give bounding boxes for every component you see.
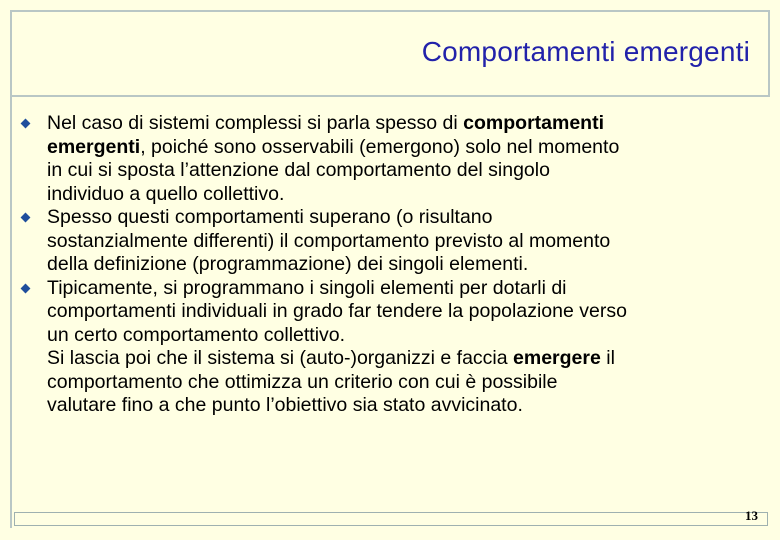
text-run: Si lascia poi che il sistema si (auto-)organizzi e faccia: [47, 347, 514, 369]
title-divider: [10, 95, 770, 97]
bold-term: emergere: [513, 347, 601, 369]
frame-top-line: [10, 10, 770, 12]
bullet-item-1: [22, 112, 764, 206]
bullet-item-2: [22, 206, 764, 277]
slide-title: Comportamenti emergenti: [421, 36, 750, 67]
text-line: sostanzialmente differenti) il comportamento previsto al momento: [47, 229, 611, 252]
bullet-item-3: [22, 277, 764, 418]
text-line: Spesso questi comportamenti superano (o risultano: [47, 206, 493, 228]
page-number: 13: [745, 508, 758, 523]
text-line: della definizione (programmazione) dei singoli elementi.: [47, 253, 529, 275]
text-line: Tipicamente, si programmano i singoli elementi per dotarli di: [47, 276, 567, 299]
text-line: in cui si sposta l’attenzione dal comportamento del singolo: [47, 159, 550, 181]
frame-right-line: [768, 10, 770, 96]
text-line: [47, 112, 764, 136]
text-run: il: [600, 347, 615, 369]
text-line: comportamenti individuali in grado far tendere la popolazione verso: [47, 300, 627, 322]
diamond-bullet-icon: [21, 119, 31, 129]
text-line: un certo comportamento collettivo.: [47, 323, 346, 346]
text-run: Nel caso di sistemi complessi si parla spesso di: [47, 112, 464, 134]
text-line: [47, 347, 764, 371]
text-line: comportamento che ottimizza un criterio con cui è possibile: [47, 370, 558, 393]
bullet-list: [22, 112, 764, 418]
text-run: , poiché sono osservabili (emergono) solo nel momento: [140, 135, 620, 158]
bold-term: emergenti: [47, 135, 141, 158]
text-line: individuo a quello collettivo.: [47, 182, 285, 205]
bold-term: comportamenti: [463, 112, 605, 134]
text-line: valutare fino a che punto l’obiettivo sia stato avvicinato.: [47, 394, 523, 416]
footer-bar: [14, 512, 768, 526]
diamond-bullet-icon: [21, 283, 31, 293]
frame-left-line: [10, 10, 12, 528]
text-line: [47, 136, 764, 160]
diamond-bullet-icon: [21, 213, 31, 223]
